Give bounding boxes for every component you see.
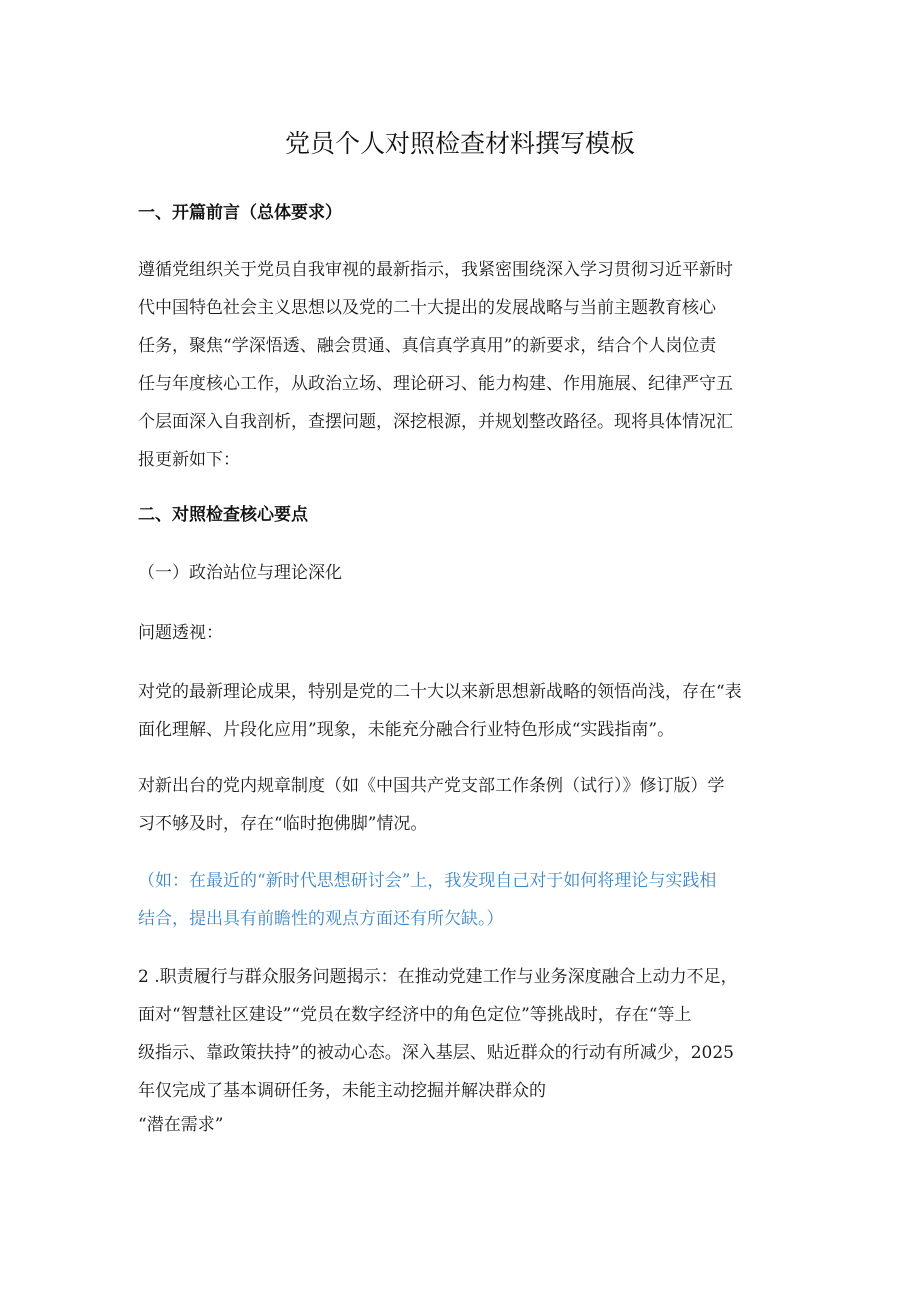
paragraph-line: 年仅完成了基本调研任务，未能主动挖掘并解决群众的: [138, 1081, 546, 1101]
paragraph-line: 2 .职责履行与群众服务问题揭示：在推动党建工作与业务深度融合上动力不足，: [138, 967, 738, 987]
paragraph-line: 任与年度核心工作，从政治立场、理论研习、能力构建、作用施展、纪律严守五: [138, 374, 733, 394]
section-1-intro-paragraph: [138, 251, 786, 479]
paragraph-line: （如：在最近的“新时代思想研讨会”上，我发现自己对于如何将理论与实践相: [138, 871, 717, 891]
paragraph-line: 对党的最新理论成果，特别是党的二十大以来新思想新战略的领悟尚浅，存在“表: [138, 682, 742, 702]
paragraph-line: 面对“智慧社区建设”“党员在数字经济中的角色定位”等挑战时，存在“等上: [138, 1005, 692, 1025]
paragraph-line: 遵循党组织关于党员自我审视的最新指示，我紧密围绕深入学习贯彻习近平新时: [138, 260, 733, 280]
subsection-1-heading: （一）政治站位与理论深化: [138, 563, 342, 583]
document-title: 党员个人对照检查材料撰写模板: [284, 129, 635, 158]
paragraph-line: 面化理解、片段化应用”现象，未能充分融合行业特色形成“实践指南”。: [138, 720, 675, 740]
example-note: [138, 862, 786, 938]
paragraph-line: 个层面深入自我剖析，查摆问题，深挖根源，并规划整改路径。现将具体情况汇: [138, 412, 733, 432]
paragraph-line: 对新出台的党内规章制度（如《中国共产党支部工作条例（试行）》修订版）学: [138, 776, 725, 796]
paragraph-line: 任务，聚焦“学深悟透、融会贯通、真信真学真用”的新要求，结合个人岗位责: [138, 336, 717, 356]
problem-item-1: [138, 673, 786, 749]
paragraph-line: 结合，提出具有前瞻性的观点方面还有所欠缺。）: [138, 909, 504, 929]
problem-label: 问题透视：: [138, 623, 223, 643]
section-1-heading: 一、开篇前言（总体要求）: [138, 203, 342, 223]
paragraph-line: 报更新如下：: [138, 450, 240, 470]
paragraph-line: 代中国特色社会主义思想以及党的二十大提出的发展战略与当前主题教育核心: [138, 298, 716, 318]
problem-item-3: [138, 958, 786, 1140]
section-2-heading: 二、对照检查核心要点: [138, 505, 308, 525]
paragraph-line: 级指示、靠政策扶持”的被动心态。深入基层、贴近群众的行动有所减少，2025: [138, 1043, 734, 1063]
paragraph-line: 习不够及时，存在“临时抱佛脚”情况。: [138, 814, 428, 834]
problem-item-2: [138, 767, 786, 843]
paragraph-line: “潜在需求”: [138, 1115, 224, 1135]
